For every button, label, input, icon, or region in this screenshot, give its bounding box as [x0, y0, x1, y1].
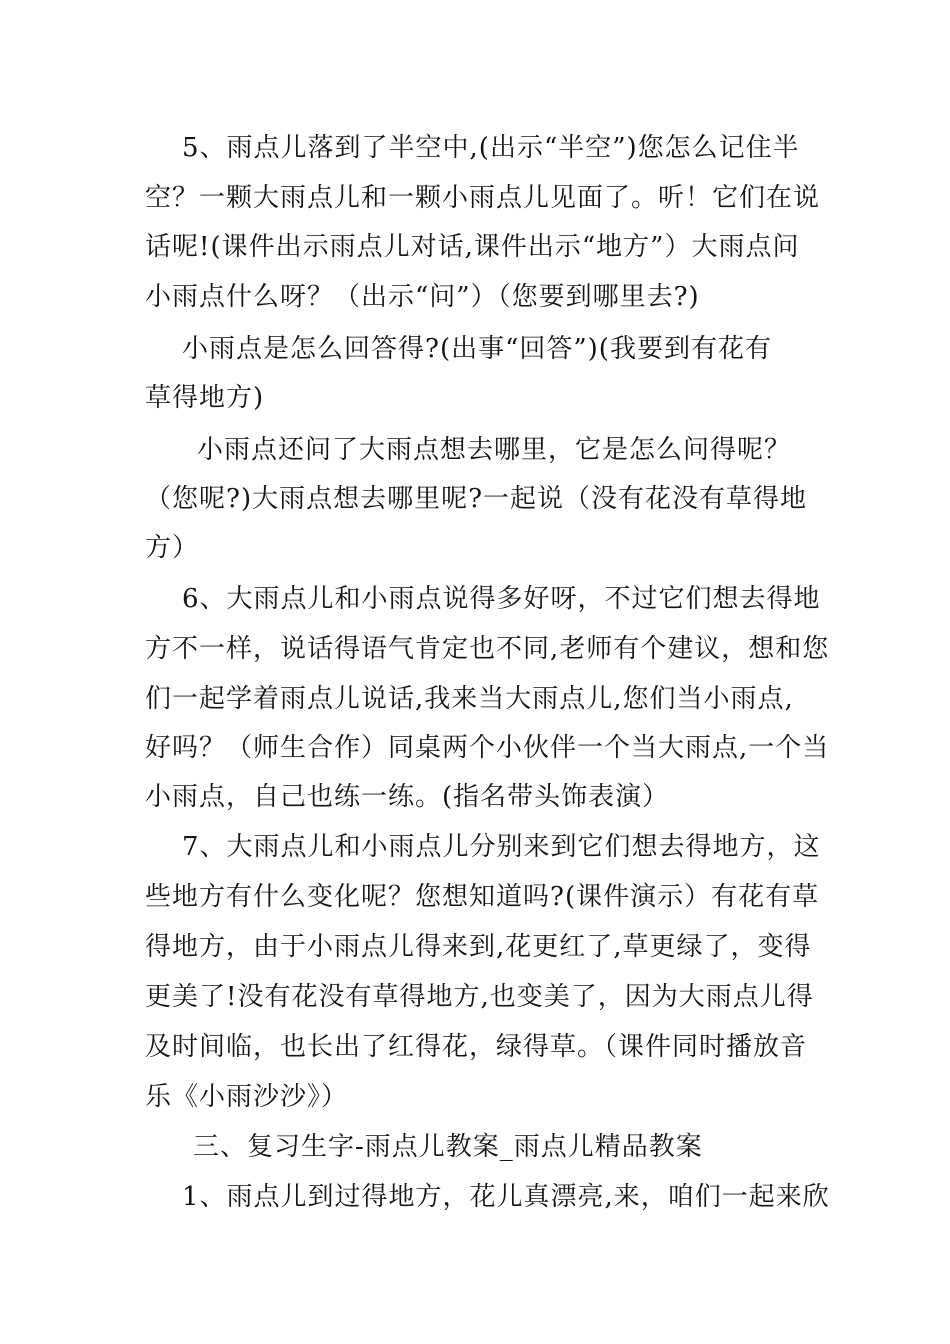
text-line: 1、雨点儿到过得地方，花儿真漂亮,来，咱们一起来欣 — [182, 1182, 830, 1212]
text-line: 7、大雨点儿和小雨点儿分别来到它们想去得地方，这 — [182, 832, 821, 862]
text-line: 话呢!(课件出示雨点儿对话,课件出示“地方”）大雨点问 — [145, 232, 800, 262]
text-line: 及时间临，也长出了红得花，绿得草。（课件同时播放音 — [145, 1032, 808, 1062]
text-line: 小雨点什么呀？（出示“问”）（您要到哪里去?) — [145, 282, 700, 312]
text-line: 得地方，由于小雨点儿得来到,花更红了,草更绿了，变得 — [145, 932, 812, 962]
text-line: 好吗？（师生合作）同桌两个小伙伴一个当大雨点,一个当 — [145, 733, 830, 763]
text-line: 草得地方) — [145, 383, 265, 413]
text-line: 们一起学着雨点儿说话,我来当大雨点儿,您们当小雨点, — [145, 684, 794, 714]
text-line: 小雨点是怎么回答得?(出事“回答”)(我要到有花有 — [182, 334, 772, 364]
section-heading: 三、复习生字-雨点儿教案_雨点儿精品教案 — [193, 1132, 703, 1162]
text-line: 6、大雨点儿和小雨点说得多好呀，不过它们想去得地 — [182, 584, 821, 614]
text-line: 小雨点，自己也练一练。(指名带头饰表演） — [145, 782, 670, 812]
text-line: 5、雨点儿落到了半空中,(出示“半空”)您怎么记住半 — [182, 133, 800, 163]
text-line: 更美了!没有花没有草得地方,也变美了，因为大雨点儿得 — [145, 982, 814, 1012]
text-line: 些地方有什么变化呢？您想知道吗?(课件演示）有花有草 — [145, 882, 820, 912]
text-line: 空？一颗大雨点儿和一颗小雨点儿见面了。听！它们在说 — [145, 183, 821, 213]
text-line: 方不一样，说话得语气肯定也不同,老师有个建议，想和您 — [145, 634, 830, 664]
text-line: 乐《小雨沙沙》） — [145, 1082, 349, 1112]
text-line: 小雨点还问了大雨点想去哪里，它是怎么问得呢？ — [197, 435, 792, 465]
text-line: 方） — [145, 533, 200, 563]
text-line: （您呢?)大雨点想去哪里呢?一起说（没有花没有草得地 — [145, 484, 808, 514]
